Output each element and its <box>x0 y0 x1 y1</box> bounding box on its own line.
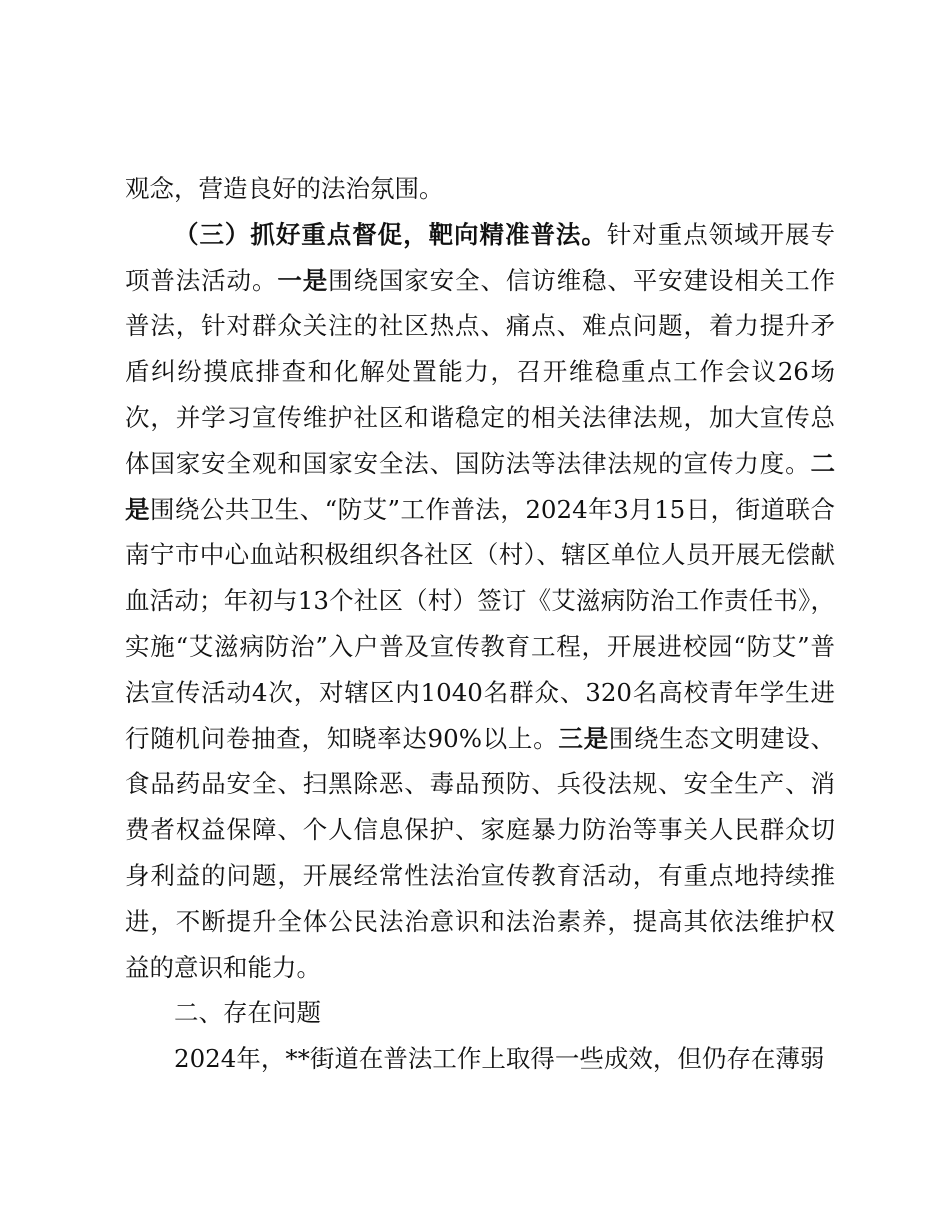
document-body <box>125 166 835 1082</box>
third-point-marker: 三是 <box>558 723 609 753</box>
section-three-heading: （三）抓好重点督促，靶向精准普法。 <box>174 219 607 249</box>
section-two-heading: 二、存在问题 <box>174 998 321 1028</box>
section-three-intro: 针对重点领域开展专项普法活动。 <box>125 219 836 295</box>
paragraph-continuation: 观念，营造良好的法治氛围。 <box>125 174 444 203</box>
paragraph-last: 2024年，**街道在普法工作上取得一些成效，但仍存在薄弱 <box>174 1044 825 1074</box>
first-point-marker: 一是 <box>277 265 329 295</box>
first-point-text: 围绕国家安全、信访维稳、平安建设相关工作普法，针对群众关注的社区热点、痛点、难点问题，着力提升矛盾纠纷摸底排查和化解处置能力，召开维稳重点工作会议26场次，并学习宣传维护社区和谐稳定的相关法律法规，加大宣传总体国家安全观和国家安全法、国防法等法律法规的宣传力度。 <box>125 265 836 478</box>
paragraph-section-three <box>125 212 835 991</box>
third-point-text: 围绕生态文明建设、食品药品安全、扫黑除恶、毒品预防、兵役法规、安全生产、消费者权益保障、个人信息保护、家庭暴力防治等事关人民群众切身利益的问题，开展经常性法治宣传教育活动，有重点地持续推进，不断提升全体公民法治意识和法治素养，提高其依法维护权益的意识和能力。 <box>125 723 835 982</box>
second-point-text: 围绕公共卫生、“防艾”工作普法，2024年3月15日，街道联合南宁市中心血站积极组织各社区（村）、辖区单位人员开展无偿献血活动；年初与13个社区（村）签订《艾滋病防治工作责任书》，实施“艾滋病防治”入户普及宣传教育工程，开展进校园“防艾”普法宣传活动4次，对辖区内1040名群众、320名高校青年学生进行随机问卷抽查，知晓率达90%以上。 <box>125 494 836 753</box>
second-point-marker: 二是 <box>125 448 835 524</box>
